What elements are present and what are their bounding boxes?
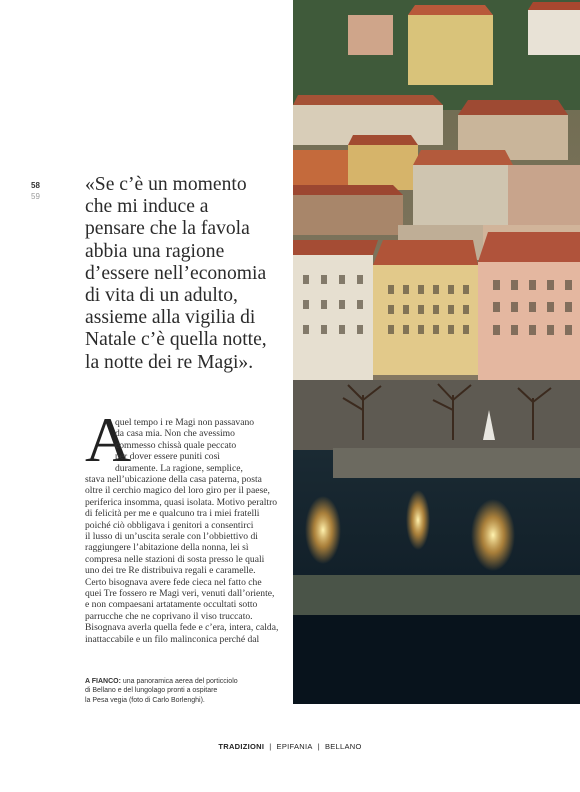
article-line: duramente. La ragione, semplice, <box>115 462 243 474</box>
drop-cap: A <box>85 404 132 475</box>
article-line: e non compaesani artatamente occultati sotto <box>85 599 258 611</box>
article-line: quel tempo i re Magi non passavano <box>115 417 255 428</box>
article-line: per dover essere puniti così <box>115 451 220 463</box>
article-line: raggiungere l’abitazione della nonna, lei sì <box>85 542 249 554</box>
article-line: Bisognava averla quella fede e c’era, intera, calda, <box>85 622 279 634</box>
pull-quote-line: di vita di un adulto, <box>85 285 238 307</box>
caption-line: una panoramica aerea del porticciolo <box>120 678 238 685</box>
pull-quote-line: «Se c’è un momento <box>85 174 247 195</box>
article-line: compresa nelle stazioni di sosta presso le quali <box>85 553 265 565</box>
caption-label: A FIANCO: <box>85 678 121 685</box>
caption-line: la Pesa vegia (foto di Carlo Borlenghi). <box>85 696 205 704</box>
article-line: inattaccabile e un filo malinconica perché dal <box>85 633 260 645</box>
article-line: parrucche che ne coprivano il viso truccato. <box>85 610 253 622</box>
pull-quote-line: che mi induce a <box>85 196 209 218</box>
aerial-photo-bellano <box>293 0 580 704</box>
footer-topic: EPIFANIA <box>276 742 313 751</box>
caption-line: di Bellano e del lungolago pronti a ospitare <box>85 687 218 695</box>
article-line: poiché ciò obbligava i genitori a consentirci <box>85 519 254 531</box>
article-line: commesso chissà quale peccato <box>115 439 237 451</box>
page-number: 58 <box>31 181 40 190</box>
article-line: stava nell’ubicazione della casa paterna, posta <box>85 474 262 485</box>
pull-quote-line: abbia una ragione <box>85 240 225 262</box>
article-line: quei Tre fossero re Magi veri, venuti dall’oriente, <box>85 588 275 599</box>
article-line: periferica insomma, quasi isolata. Motivo peraltro <box>85 496 278 508</box>
pull-quote-line: d’essere nell’economia <box>85 262 267 284</box>
pull-quote-line: pensare che la favola <box>85 218 250 240</box>
photo-caption <box>85 677 285 705</box>
pull-quote <box>85 174 285 374</box>
article-line: di felicità per me e qualcuno tra i miei fratelli <box>85 508 260 520</box>
footer-place: BELLANO <box>324 742 362 751</box>
facing-page-number: 59 <box>31 192 40 201</box>
pull-quote-line: la notte dei re Magi». <box>85 351 254 373</box>
footer-section: TRADIZIONI <box>218 742 265 751</box>
pull-quote-line: Natale c’è quella notte, <box>85 329 267 351</box>
article-line: uno dei tre Re distribuiva regali e caramelle. <box>85 565 256 577</box>
pull-quote-line: assieme alla vigilia di <box>85 307 256 329</box>
article-line: Certo bisognava avere fede cieca nel fatto che <box>85 576 262 588</box>
running-footer: TRADIZIONI | EPIFANIA | BELLANO <box>218 742 362 751</box>
article-line: da casa mia. Non che avessimo <box>115 428 235 440</box>
article-line: il lusso di un’uscita serale con l’obbiettivo di <box>85 531 258 542</box>
article-line: oltre il cerchio magico del loro giro per il paese, <box>85 485 270 497</box>
